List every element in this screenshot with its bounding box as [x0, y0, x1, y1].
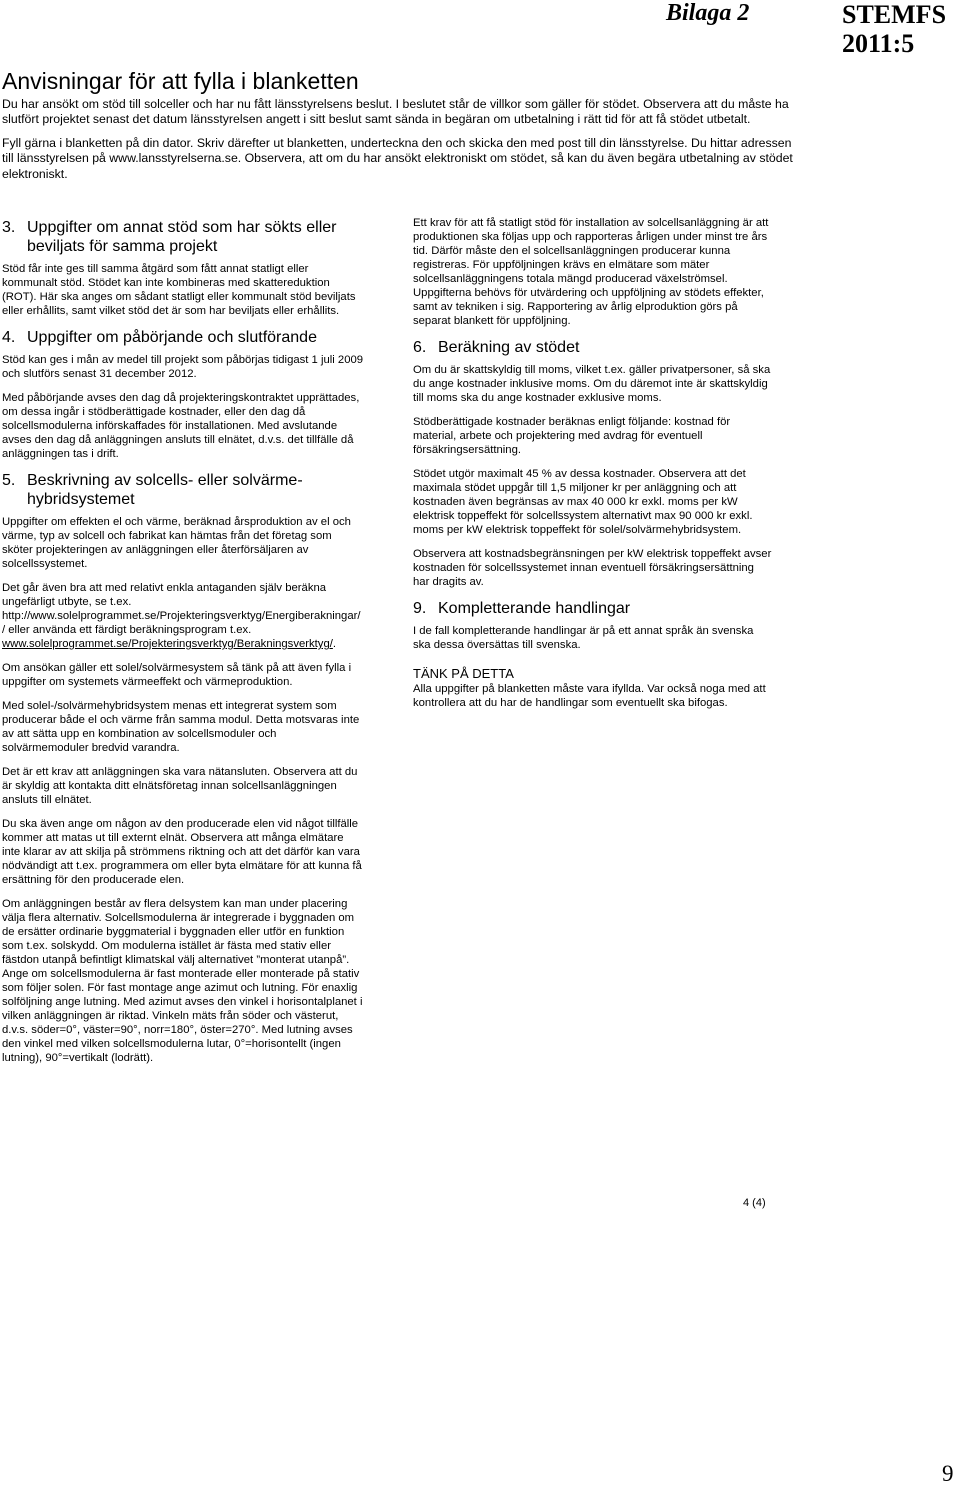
section-5-heading [2, 471, 364, 509]
section-4-paragraph-1: Stöd kan ges i mån av medel till projekt som påbörjas tidigast 1 juli 2009 och slutförs senast 31 december 2012. [2, 354, 364, 380]
section-6-paragraph-4: Observera att kostnadsbegränsningen per kW elektrisk toppeffekt avser kostnaden för solcellssystemet innan eventuell försäkringsersättning har dragits av. [413, 548, 772, 588]
section-5-paragraph-2-end: . [332, 638, 337, 650]
section-9-title: Kompletterande handlingar [438, 600, 631, 617]
section-6-title: Beräkning av stödet [438, 339, 580, 356]
section-5-paragraph-6: Du ska även ange om någon av den producerade elen vid något tillfälle kommer att matas ut till externt elnät. Observera att många elmätare inte klarar av att skilja på strömmens riktning och att det därför kan vara nödvändigt att t.ex. programmera om eller byta elmätare för att kunna få ersättning för den producerade elen. [2, 818, 362, 886]
section-4-title: Uppgifter om påbörjande och slutförande [27, 329, 317, 346]
page-number-small: 4 (4) [743, 1197, 766, 1209]
section-9-heading [413, 599, 773, 618]
page-title: Anvisningar för att fylla i blanketten [2, 68, 359, 94]
header-stemfs-line2: 2011:5 [842, 29, 915, 58]
page-number-big: 9 [942, 1461, 954, 1486]
section-3-title: Uppgifter om annat stöd som har sökts eller beviljats för samma projekt [27, 219, 337, 255]
section-5-paragraph-2 [2, 581, 364, 651]
section-4-number: 4. [2, 329, 16, 346]
section-5-paragraph-5: Det är ett krav att anläggningen ska vara nätansluten. Observera att du är skyldig att kontakta ditt elnätsföretag innan solcellsanläggningen ansluts till elnätet. [2, 766, 358, 806]
section-5-title: Beskrivning av solcells- eller solvärme-hybridsystemet [27, 472, 303, 508]
section-3-number: 3. [2, 219, 16, 236]
section-5-number: 5. [2, 472, 16, 489]
section-6-heading [413, 338, 773, 357]
section-5-paragraph-1: Uppgifter om effekten el och värme, beräknad årsproduktion av el och värme, typ av solcell och fabrikat kan hämtas från det företag som sköter projekteringen av anläggningen eller återförsäljaren av solcellssystemet. [2, 516, 351, 570]
section-5-paragraph-4: Med solel-/solvärmehybridsystem menas ett integrerat system som producerar både el och värme från samma modul. Detta motsvaras inte av att sätta upp en kombination av solcellsmoduler och solvärmemoduler bredvid varandra. [2, 700, 360, 754]
section-6-paragraph-3: Stödet utgör maximalt 45 % av dessa kostnader. Observera att det maximala stödet uppgår till 1,5 miljoner kr per anläggning och att kostnaden även begränsas av max 40 000 kr exkl. moms per kW elektrisk toppeffekt för solcellssystem alternativt max 90 000 kr exkl. moms per kW elektrisk toppeffekt för solel/solvärmehybridsystem. [413, 468, 753, 536]
intro-section [2, 97, 802, 190]
right-column [413, 216, 773, 720]
section-9-number: 9. [413, 600, 427, 617]
section-3-paragraph-1: Stöd får inte ges till samma åtgärd som fått annat statligt eller kommunalt stöd. Stödet kan inte kombineras med skattereduktion (ROT). Här ska anges om sådant statligt eller kommunalt stöd beviljats eller erhållits, samt vilket stöd det är som har beviljats eller erhållits. [2, 263, 356, 317]
section-5-paragraph-3: Om ansökan gäller ett solel/solvärmesystem så tänk på att även fylla i uppgifter om systemets värmeeffekt och värmeproduktion. [2, 662, 352, 688]
intro-paragraph-1: Du har ansökt om stöd till solceller och har nu fått länsstyrelsens beslut. I beslutet står de villkor som gäller för stödet. Observera att du måste ha slutfört projektet senast det datum länsstyrelsen angett i sitt beslut samt sända in begäran om utbetalning i rätt tid för att få stödet utbetalt. [2, 97, 789, 127]
production-requirement-paragraph: Ett krav för att få statligt stöd för installation av solcellsanläggning är att produktionen ska följas upp och rapporteras årligen under minst tre års tid. Därför måste den el solcellsanläggningen producerar kunna registreras. För uppföljningen krävs en elmätare som mäter solcellsanläggningens totala mängd producerad växelströmsel. Uppgifterna behövs för utvärdering och uppföljning av stödets effekter, samt av tekniken i sig. Rapportering av årlig elproduktion görs på separat blankett för uppföljning. [413, 217, 769, 327]
section-5-paragraph-7: Om anläggningen består av flera delsystem kan man under placering välja flera alternativ. Solcellsmodulerna är integrerade i byggnaden om de ersätter ordinarie byggmaterial i byggnaden eller utför en funktion som t.ex. solskydd. Om modulerna istället är fästa med stativ eller fästdon utanpå befintligt klimatskal välj alternativet ”monterat utanpå”. Ange om solcellsmodulerna är fast monterade eller monterade på stativ som följer solen. För fast montage ange azimut och lutning. För enaxlig solföljning ange lutning. Med azimut avses den vinkel i horisontalplanet i vilken anläggningen är riktad. Vinkeln mäts från söder och västerut, d.v.s. söder=0°, väster=90°, norr=180°, öster=270°. Med lutning avses den vinkel med vilken solcellsmodulerna lutar, 0°=horisontellt (ingen lutning), 90°=vertikalt (lodrätt). [2, 898, 363, 1064]
header-stemfs-line1: STEMFS [842, 0, 947, 29]
header-stemfs [842, 0, 952, 58]
tank-pa-detta-heading: TÄNK PÅ DETTA [413, 666, 514, 681]
berakningsverktyg-link[interactable]: www.solelprogrammet.se/Projekteringsverktyg/Berakningsverktyg/ [2, 638, 333, 650]
section-4-paragraph-2: Med påbörjande avses den dag då projekteringskontraktet upprättades, om dessa ingår i stödberättigade kostnader, eller den dag då solcellsmodulerna införskaffades för installationen. Med avslutande avses den dag då anläggningen ansluts till elnätet, d.v.s. det tillfälle då anläggningen tas i drift. [2, 392, 360, 460]
section-5-paragraph-2-text: Det går även bra att med relativt enkla antaganden själv beräkna ungefärligt utbyte, se t.ex. http://www.solelprogrammet.se/Projekteringsverktyg/Energiberakningar/ / eller använda ett färdigt beräkningsprogram t.ex. [2, 582, 361, 636]
section-3-heading [2, 218, 364, 256]
header-bilaga: Bilaga 2 [666, 0, 750, 26]
section-9-paragraph-1: I de fall kompletterande handlingar är på ett annat språk än svenska ska dessa översättas till svenska. [413, 625, 754, 651]
intro-paragraph-2: Fyll gärna i blanketten på din dator. Skriv därefter ut blanketten, underteckna den och skicka den med post till din länsstyrelse. Du hittar adressen till länsstyrelsen på www.lansstyrelserna.se. Observera, att om du har ansökt elektroniskt om stödet, så kan du även begära utbetalning av stödet elektroniskt. [2, 135, 793, 181]
section-6-paragraph-2: Stödberättigade kostnader beräknas enligt följande: kostnad för material, arbete och projektering med avdrag för eventuell försäkringsersättning. [413, 416, 731, 456]
tank-pa-detta-paragraph: Alla uppgifter på blanketten måste vara ifyllda. Var också noga med att kontrollera att du har de handlingar som eventuellt ska bifogas. [413, 683, 766, 709]
section-6-number: 6. [413, 339, 427, 356]
section-4-heading [2, 328, 364, 347]
left-column [2, 218, 364, 1075]
section-6-paragraph-1: Om du är skattskyldig till moms, vilket t.ex. gäller privatpersoner, så ska du ange kostnader inklusive moms. Om du däremot inte är skattskyldig till moms ska du ange kostnader exklusive moms. [413, 364, 771, 404]
